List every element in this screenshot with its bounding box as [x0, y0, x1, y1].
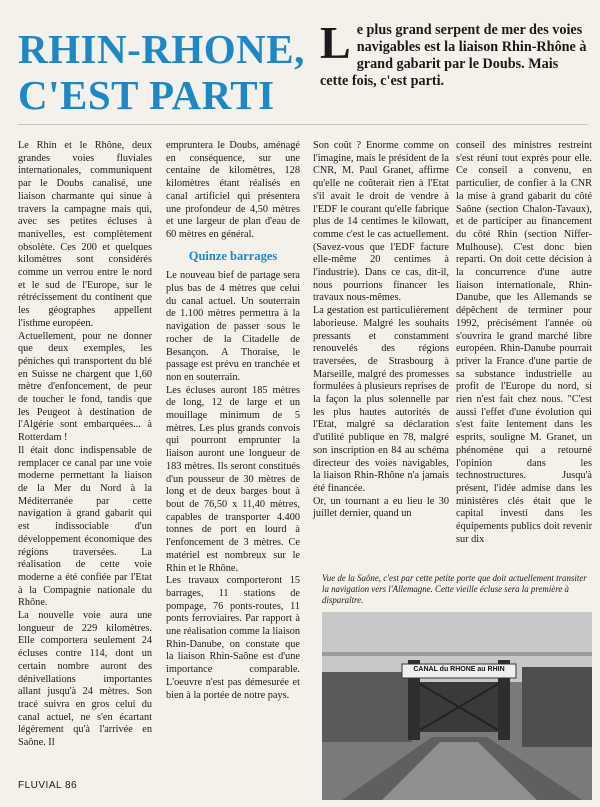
- article-title: [18, 26, 308, 118]
- paragraph: La nouvelle voie aura une longueur de 229 kilomètres. Elle comportera seulement 24 écluses contre 114, dont un certain nombre auront des dénivellations importantes allant jusqu'à 24 mètres. Son tracé suivra en gros celui du canal actuel, ne s'en écartant légèrement qu'à l'arrivée en Saône. Il: [18, 610, 152, 749]
- paragraph: Son coût ? Enorme comme on l'imagine, mais le président de la CNR, M. Paul Granet, affirme qu'elle ne coûterait rien à l'Etat s'il avait le droit de vendre à l'EDF le courant qu'elle fabrique plus de 14 centimes le kilowatt, comme c'est le cas actuellement. (Savez-vous que l'EDF facture elle-même 20 centimes à l'industrie). Dans ce cas, dit-il, nous pourrions financer les travaux nous-mêmes.: [313, 140, 449, 304]
- paragraph: Le nouveau bief de partage sera plus bas de 4 mètres que celui du canal actuel. Un souterrain de 1.100 mètres permettra à la navigation de passer sous le rocher de la Citadelle de Besançon. A Thoraise, le passage est prévu en tranchée et non en souterrain.: [166, 270, 300, 383]
- article-lead: [320, 17, 588, 90]
- paragraph: Or, un tournant a eu lieu le 30 juillet dernier, quand un: [313, 495, 449, 520]
- column-2: [166, 140, 300, 702]
- page-footer: FLUVIAL 86: [18, 780, 78, 791]
- paragraph: Les écluses auront 185 mètres de long, 12 de large et un mouillage minimum de 5 mètres. Les plus grands convois qui pourront emprunter la liaison auront une longueur de 183 mètres. Ils seront constitués d'un pousseur de 30 mètres de long et de deux barges bout à bout de 76,50 x 11,40 mètres, capables de transporter 4.400 tonnes de port en lourd à l'enfoncement de 3 mètres. Ce matériel est nombreux sur le Rhin et le Rhône.: [166, 384, 300, 574]
- section-subhead: Quinze barrages: [188, 248, 278, 263]
- lock-photo: [322, 612, 592, 800]
- paragraph: Actuellement, pour ne donner que deux exemples, les péniches qui transportent du blé en Suisse ne chargent que 1,60 mètre d'enfoncement, de peur de toucher le fond, tandis que les Peugeot à destination de l'Algérie sont embarquées... à Rotterdam !: [18, 330, 152, 444]
- canal-sign-text: CANAL du RHONE au RHIN: [413, 666, 505, 673]
- paragraph: Les travaux comporteront 15 barrages, 11 stations de pompage, 76 ponts-routes, 11 ponts ferroviaires. Par rapport à une réalisation comme la liaison Rhin-Danube, on constate que la liaison Rhin-Saône est d'une importance comparable. L'oeuvre n'est pas démesurée et bien à la portée de notre pays.: [166, 575, 300, 701]
- paragraph: empruntera le Doubs, aménagé en conséquence, sur une centaine de kilomètres, 128 kilomètres étant réalisés en canal artificiel qui présentera une profondeur de 4,50 mètres et une largeur de plan d'eau de 60 mètres en général.: [166, 140, 300, 240]
- lead-text: e plus grand serpent de mer des voies navigables est la liaison Rhin-Rhône à grand gabarit par le Doubs. Mais cette fois, c'est parti.: [320, 22, 587, 89]
- header-divider: [18, 124, 588, 125]
- lock-illustration: [322, 612, 592, 800]
- paragraph: Il était donc indispensable de remplacer ce canal par une voie moderne permettant la liaison de la Mer du Nord à la Méditerranée par cette navigation à grand gabarit qui est indissociable d'un développement économique des régions traversées. La réalisation de cette voie moderne a été confiée par l'Etat à la Compagnie nationale du Rhône.: [18, 444, 152, 609]
- paragraph: conseil des ministres restreint s'est réuni tout exprès pour elle. Ce conseil a convenu, en particulier, de confier à la CNR la mise à grand gabarit du côté Saône (section Chalon-Tavaux), et de participer au financement du côté Rhin (section Niffer-Mulhouse). C'est donc bien reparti. On doit cette décision à la concurrence d'une autre liaison internationale, Rhin-Danube, que les Allemands se dépêchent de terminer pour 1992, précisément l'année où s'ouvrira le grand marché libre européen. Rhin-Danube pourrait priver la France d'une partie de sa substance industrielle au profit de l'Europe du nord, si rien n'est fait chez nous. "C'est aussi l'effet d'une évolution qui s'est faite lentement dans les esprits, souligne M. Granet, un phénomène qui a retourné l'opinion dans les technostructures. Jusqu'à présent, l'idée admise dans les ministères clés était que le capital investi dans les équipements publics doit revenir sur dix: [456, 140, 592, 545]
- paragraph: Le Rhin et le Rhône, deux grandes voies fluviales internationales, communiquent par le Doubs canalisé, une liaison charmante qui sinue à travers la campagne mais qui, avec ses petites écluses à manivelles, est complètement obsolète. Ces 200 et quelques kilomètres sont considérés comme un verrou entre le nord et le sud de l'Europe, sur le rétrécissement du continent que les géographes appellent l'isthme européen.: [18, 140, 152, 329]
- paragraph: La gestation est particulièrement laborieuse. Malgré les souhaits pressants et constamment renouvelés des régions traversées, de Strasbourg à Marseille, malgré des promesses formulées à plusieurs reprises de la façon la plus solennelle par les plus hautes autorités de l'Etat, malgré sa déclaration d'utilité publique en 78, malgré son inscription en 84 au schéma directeur des voies navigables, la liaison Rhin-Rhône n'a jamais été financée.: [313, 305, 449, 494]
- title-line-2: C'EST PARTI: [18, 72, 275, 118]
- column-3: [313, 140, 449, 521]
- column-1: [18, 140, 152, 750]
- lead-dropcap: L: [320, 17, 351, 68]
- title-line-1: RHIN-RHONE,: [18, 26, 305, 72]
- photo-caption: Vue de la Saône, c'est par cette petite porte que doit actuellement transiter la navigation vers l'Allemagne. Cette vieille écluse sera la première à disparaître.: [322, 573, 587, 605]
- column-4: [456, 140, 592, 547]
